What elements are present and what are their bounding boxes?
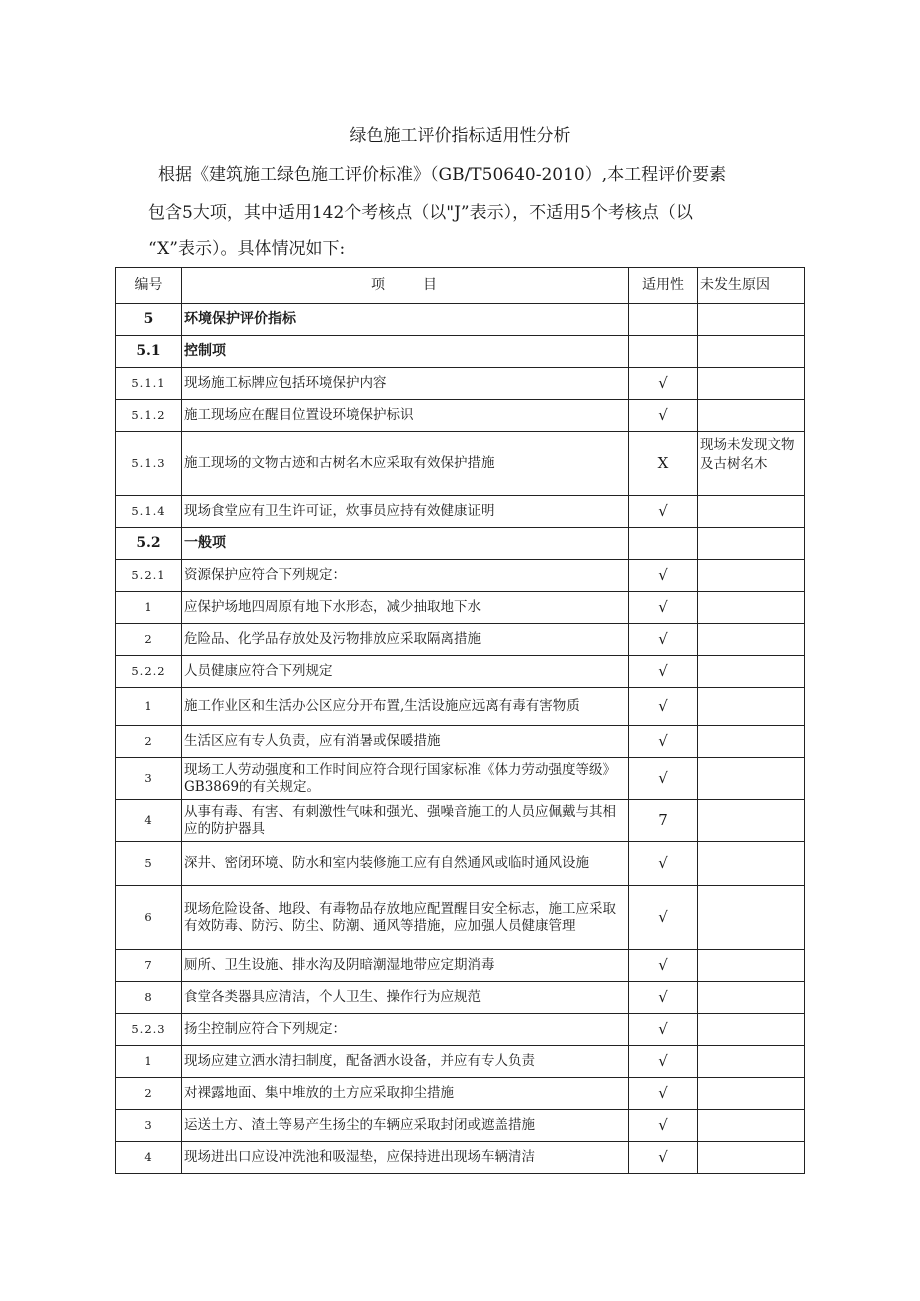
- row-applicability: √: [629, 560, 698, 592]
- table-row: [116, 1142, 805, 1174]
- row-reason: [698, 950, 805, 982]
- row-item-text: 人员健康应符合下列规定: [182, 656, 629, 688]
- row-reason: [698, 1142, 805, 1174]
- header-num: 编号: [116, 268, 182, 304]
- row-number: 5: [116, 304, 182, 336]
- row-applicability: √: [629, 1046, 698, 1078]
- row-item-text: 施工现场的文物古迹和古树名木应采取有效保护措施: [182, 432, 629, 496]
- row-reason: [698, 758, 805, 800]
- table-row: [116, 592, 805, 624]
- row-applicability: 7: [629, 800, 698, 842]
- row-reason: [698, 1046, 805, 1078]
- row-applicability: √: [629, 592, 698, 624]
- table-row: [116, 432, 805, 496]
- row-reason: [698, 726, 805, 758]
- table-row: [116, 496, 805, 528]
- intro-line-2: 包含5大项，其中适用142个考核点（以"J”表示），不适用5个考核点（以: [148, 203, 693, 223]
- row-number: 6: [116, 886, 182, 950]
- table-row: [116, 688, 805, 726]
- row-applicability: √: [629, 886, 698, 950]
- row-item-text: 现场食堂应有卫生许可证，炊事员应持有效健康证明: [182, 496, 629, 528]
- header-item: 项目: [182, 268, 629, 304]
- table-row: [116, 1078, 805, 1110]
- row-item-text: 施工现场应在醒目位置设环境保护标识: [182, 400, 629, 432]
- row-number: 4: [116, 1142, 182, 1174]
- table-row: [116, 1014, 805, 1046]
- row-number: 1: [116, 688, 182, 726]
- table-row: [116, 726, 805, 758]
- row-number: 2: [116, 1078, 182, 1110]
- row-applicability: √: [629, 842, 698, 886]
- header-reason: 未发生原因: [698, 268, 805, 304]
- row-number: 7: [116, 950, 182, 982]
- evaluation-table: [115, 267, 805, 1174]
- table-row: [116, 560, 805, 592]
- row-applicability: √: [629, 1142, 698, 1174]
- row-applicability: √: [629, 982, 698, 1014]
- row-reason: [698, 886, 805, 950]
- row-reason: [698, 336, 805, 368]
- row-item-text: 对裸露地面、集中堆放的土方应采取抑尘措施: [182, 1078, 629, 1110]
- document-title: 绿色施工评价指标适用性分析: [349, 126, 571, 146]
- table-row: [116, 758, 805, 800]
- row-reason: [698, 1110, 805, 1142]
- intro-line-3: “X”表示）。具体情况如下:: [148, 239, 346, 259]
- row-item-text: 运送土方、渣土等易产生扬尘的车辆应采取封闭或遮盖措施: [182, 1110, 629, 1142]
- row-reason: [698, 624, 805, 656]
- row-reason: [698, 1014, 805, 1046]
- row-applicability: X: [629, 432, 698, 496]
- row-applicability: √: [629, 496, 698, 528]
- intro-line-1: 根据《建筑施工绿色施工评价标准》（GB/T50640-2010）,本工程评价要素: [158, 165, 727, 185]
- row-reason: [698, 400, 805, 432]
- row-reason: [698, 528, 805, 560]
- row-item-text: 深井、密闭环境、防水和室内装修施工应有自然通风或临时通风设施: [182, 842, 629, 886]
- row-applicability: [629, 528, 698, 560]
- row-reason: 现场未发现文物及古树名木: [698, 432, 805, 496]
- row-number: 2: [116, 726, 182, 758]
- row-number: 5.2.3: [116, 1014, 182, 1046]
- row-applicability: √: [629, 400, 698, 432]
- row-number: 5.1.2: [116, 400, 182, 432]
- row-reason: [698, 656, 805, 688]
- table-row: [116, 624, 805, 656]
- row-reason: [698, 842, 805, 886]
- row-reason: [698, 688, 805, 726]
- row-item-text: 一般项: [182, 528, 629, 560]
- table-row: [116, 982, 805, 1014]
- row-number: 5: [116, 842, 182, 886]
- row-item-text: 现场工人劳动强度和工作时间应符合现行国家标准《体力劳动强度等级》GB3869的有关规定。: [182, 758, 629, 800]
- table-row: [116, 950, 805, 982]
- header-applicability: 适用性: [629, 268, 698, 304]
- row-item-text: 危险品、化学品存放处及污物排放应采取隔离措施: [182, 624, 629, 656]
- row-item-text: 从事有毒、有害、有刺激性气味和强光、强噪音施工的人员应佩戴与其相应的防护器具: [182, 800, 629, 842]
- table-row: [116, 1110, 805, 1142]
- table-row: [116, 1046, 805, 1078]
- row-reason: [698, 800, 805, 842]
- row-applicability: √: [629, 624, 698, 656]
- row-number: 4: [116, 800, 182, 842]
- row-reason: [698, 304, 805, 336]
- row-reason: [698, 496, 805, 528]
- row-applicability: √: [629, 950, 698, 982]
- row-number: 8: [116, 982, 182, 1014]
- row-applicability: √: [629, 656, 698, 688]
- table-header-row: [116, 268, 805, 304]
- table-row: [116, 656, 805, 688]
- row-number: 3: [116, 758, 182, 800]
- row-item-text: 扬尘控制应符合下列规定：: [182, 1014, 629, 1046]
- row-item-text: 控制项: [182, 336, 629, 368]
- row-applicability: √: [629, 1110, 698, 1142]
- row-number: 2: [116, 624, 182, 656]
- row-item-text: 生活区应有专人负责，应有消暑或保暖措施: [182, 726, 629, 758]
- row-number: 1: [116, 592, 182, 624]
- row-applicability: √: [629, 758, 698, 800]
- row-item-text: 环境保护评价指标: [182, 304, 629, 336]
- row-reason: [698, 592, 805, 624]
- table-row: [116, 304, 805, 336]
- table-row: [116, 886, 805, 950]
- row-item-text: 现场施工标牌应包括环境保护内容: [182, 368, 629, 400]
- table-row: [116, 368, 805, 400]
- row-item-text: 现场应建立洒水清扫制度，配备洒水设备，并应有专人负责: [182, 1046, 629, 1078]
- row-number: 5.1.4: [116, 496, 182, 528]
- table-row: [116, 842, 805, 886]
- row-applicability: √: [629, 1014, 698, 1046]
- row-applicability: [629, 304, 698, 336]
- row-applicability: √: [629, 1078, 698, 1110]
- row-number: 5.2: [116, 528, 182, 560]
- table-row: [116, 336, 805, 368]
- row-applicability: √: [629, 726, 698, 758]
- row-reason: [698, 982, 805, 1014]
- row-item-text: 施工作业区和生活办公区应分开布置,生活设施应远离有毒有害物质: [182, 688, 629, 726]
- row-item-text: 厕所、卫生设施、排水沟及阴暗潮湿地带应定期消毒: [182, 950, 629, 982]
- row-item-text: 资源保护应符合下列规定：: [182, 560, 629, 592]
- row-item-text: 现场进出口应设冲洗池和吸湿垫，应保持进出现场车辆清洁: [182, 1142, 629, 1174]
- row-number: 5.1.3: [116, 432, 182, 496]
- row-reason: [698, 560, 805, 592]
- row-item-text: 现场危险设备、地段、有毒物品存放地应配置醒目安全标志，施工应采取有效防毒、防污、防尘、防潮、通风等措施，应加强人员健康管理: [182, 886, 629, 950]
- row-item-text: 应保护场地四周原有地下水形态，减少抽取地下水: [182, 592, 629, 624]
- row-number: 5.1.1: [116, 368, 182, 400]
- table-row: [116, 800, 805, 842]
- row-applicability: √: [629, 368, 698, 400]
- row-number: 1: [116, 1046, 182, 1078]
- row-reason: [698, 368, 805, 400]
- table-row: [116, 400, 805, 432]
- row-number: 5.2.1: [116, 560, 182, 592]
- row-number: 3: [116, 1110, 182, 1142]
- row-item-text: 食堂各类器具应清洁，个人卫生、操作行为应规范: [182, 982, 629, 1014]
- table-row: [116, 528, 805, 560]
- row-applicability: [629, 336, 698, 368]
- row-reason: [698, 1078, 805, 1110]
- row-applicability: √: [629, 688, 698, 726]
- row-number: 5.1: [116, 336, 182, 368]
- row-number: 5.2.2: [116, 656, 182, 688]
